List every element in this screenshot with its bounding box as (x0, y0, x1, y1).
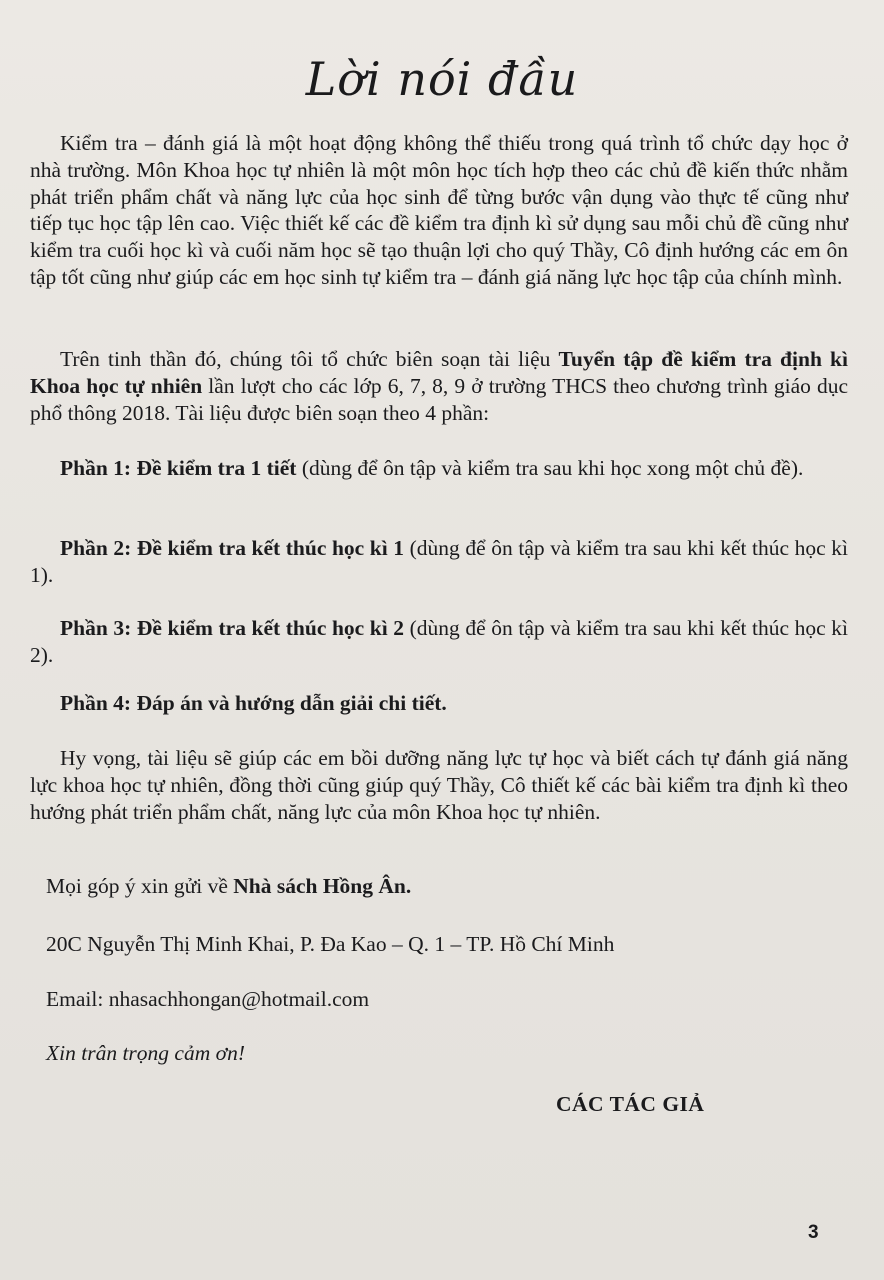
paragraph-intro (30, 130, 848, 291)
part-2-heading: Phần 2: Đề kiểm tra kết thúc học kì 1 (60, 536, 405, 560)
part-2-description: (dùng để ôn tập và kiểm tra sau khi kết thúc học kì 1). (30, 536, 848, 587)
part-1-description: (dùng để ôn tập và kiểm tra sau khi học xong một chủ đề). (296, 456, 804, 480)
paragraph-part-4 (30, 690, 848, 717)
page-number: 3 (808, 1222, 819, 1243)
part-1-heading: Phần 1: Đề kiểm tra 1 tiết (60, 456, 297, 480)
page-title: Lời nói đầu (305, 52, 579, 106)
paragraph-hope (30, 745, 848, 825)
paragraph-compilation (30, 346, 848, 426)
part-3-description: (dùng để ôn tập và kiểm tra sau khi kết thúc học kì 2). (30, 616, 848, 667)
feedback-line (46, 873, 411, 900)
feedback-text: Mọi góp ý xin gửi về (46, 874, 234, 898)
part-4-heading: Phần 4: Đáp án và hướng dẫn giải chi tiết. (60, 691, 447, 715)
paragraph-intro-text: Kiểm tra – đánh giá là một hoạt động không thể thiếu trong quá trình tổ chức dạy học ở nhà trường. Môn Khoa học tự nhiên là một môn học tích hợp theo các chủ đề kiến thức nhằm phát triển phẩm chất và năng lực của học sinh để từng bước vận dụng vào thực tế cũng như tiếp tục học tập lên cao. Việc thiết kế các đề kiểm tra định kì sử dụng sau mỗi chủ đề cũng như kiểm tra cuối học kì và cuối năm học sẽ tạo thuận lợi cho quý Thầy, Cô định hướng các em ôn tập tốt cũng như giúp các em học sinh tự kiểm tra – đánh giá năng lực học tập của chính mình. (30, 131, 848, 289)
authors-signature: CÁC TÁC GIẢ (556, 1092, 705, 1116)
thanks-line: Xin trân trọng cảm ơn! (46, 1041, 245, 1065)
paragraph-hope-text: Hy vọng, tài liệu sẽ giúp các em bồi dưỡng năng lực tự học và biết cách tự đánh giá năng lực khoa học tự nhiên, đồng thời cũng giúp quý Thầy, Cô thiết kế các bài kiểm tra định kì theo hướng phát triển phẩm chất, năng lực của môn Khoa học tự nhiên. (30, 746, 848, 824)
compilation-text-end: lần lượt cho các lớp 6, 7, 8, 9 ở trường THCS theo chương trình giáo dục phổ thông 2018. Tài liệu được biên soạn theo 4 phần: (30, 373, 848, 425)
compilation-text-start: Trên tinh thần đó, chúng tôi tổ chức biên soạn tài liệu (60, 347, 559, 371)
publisher-name: Nhà sách Hồng Ân. (233, 874, 412, 898)
email-line: Email: nhasachhongan@hotmail.com (46, 987, 370, 1011)
paragraph-part-2 (30, 535, 848, 589)
address-line: 20C Nguyễn Thị Minh Khai, P. Đa Kao – Q. 1 – TP. Hồ Chí Minh (46, 932, 615, 956)
paragraph-part-3 (30, 615, 848, 669)
part-3-heading: Phần 3: Đề kiểm tra kết thúc học kì 2 (60, 616, 405, 640)
book-title-bold: Tuyển tập đề kiểm tra định kì Khoa học tự nhiên (30, 347, 848, 398)
paragraph-part-1 (30, 455, 848, 482)
